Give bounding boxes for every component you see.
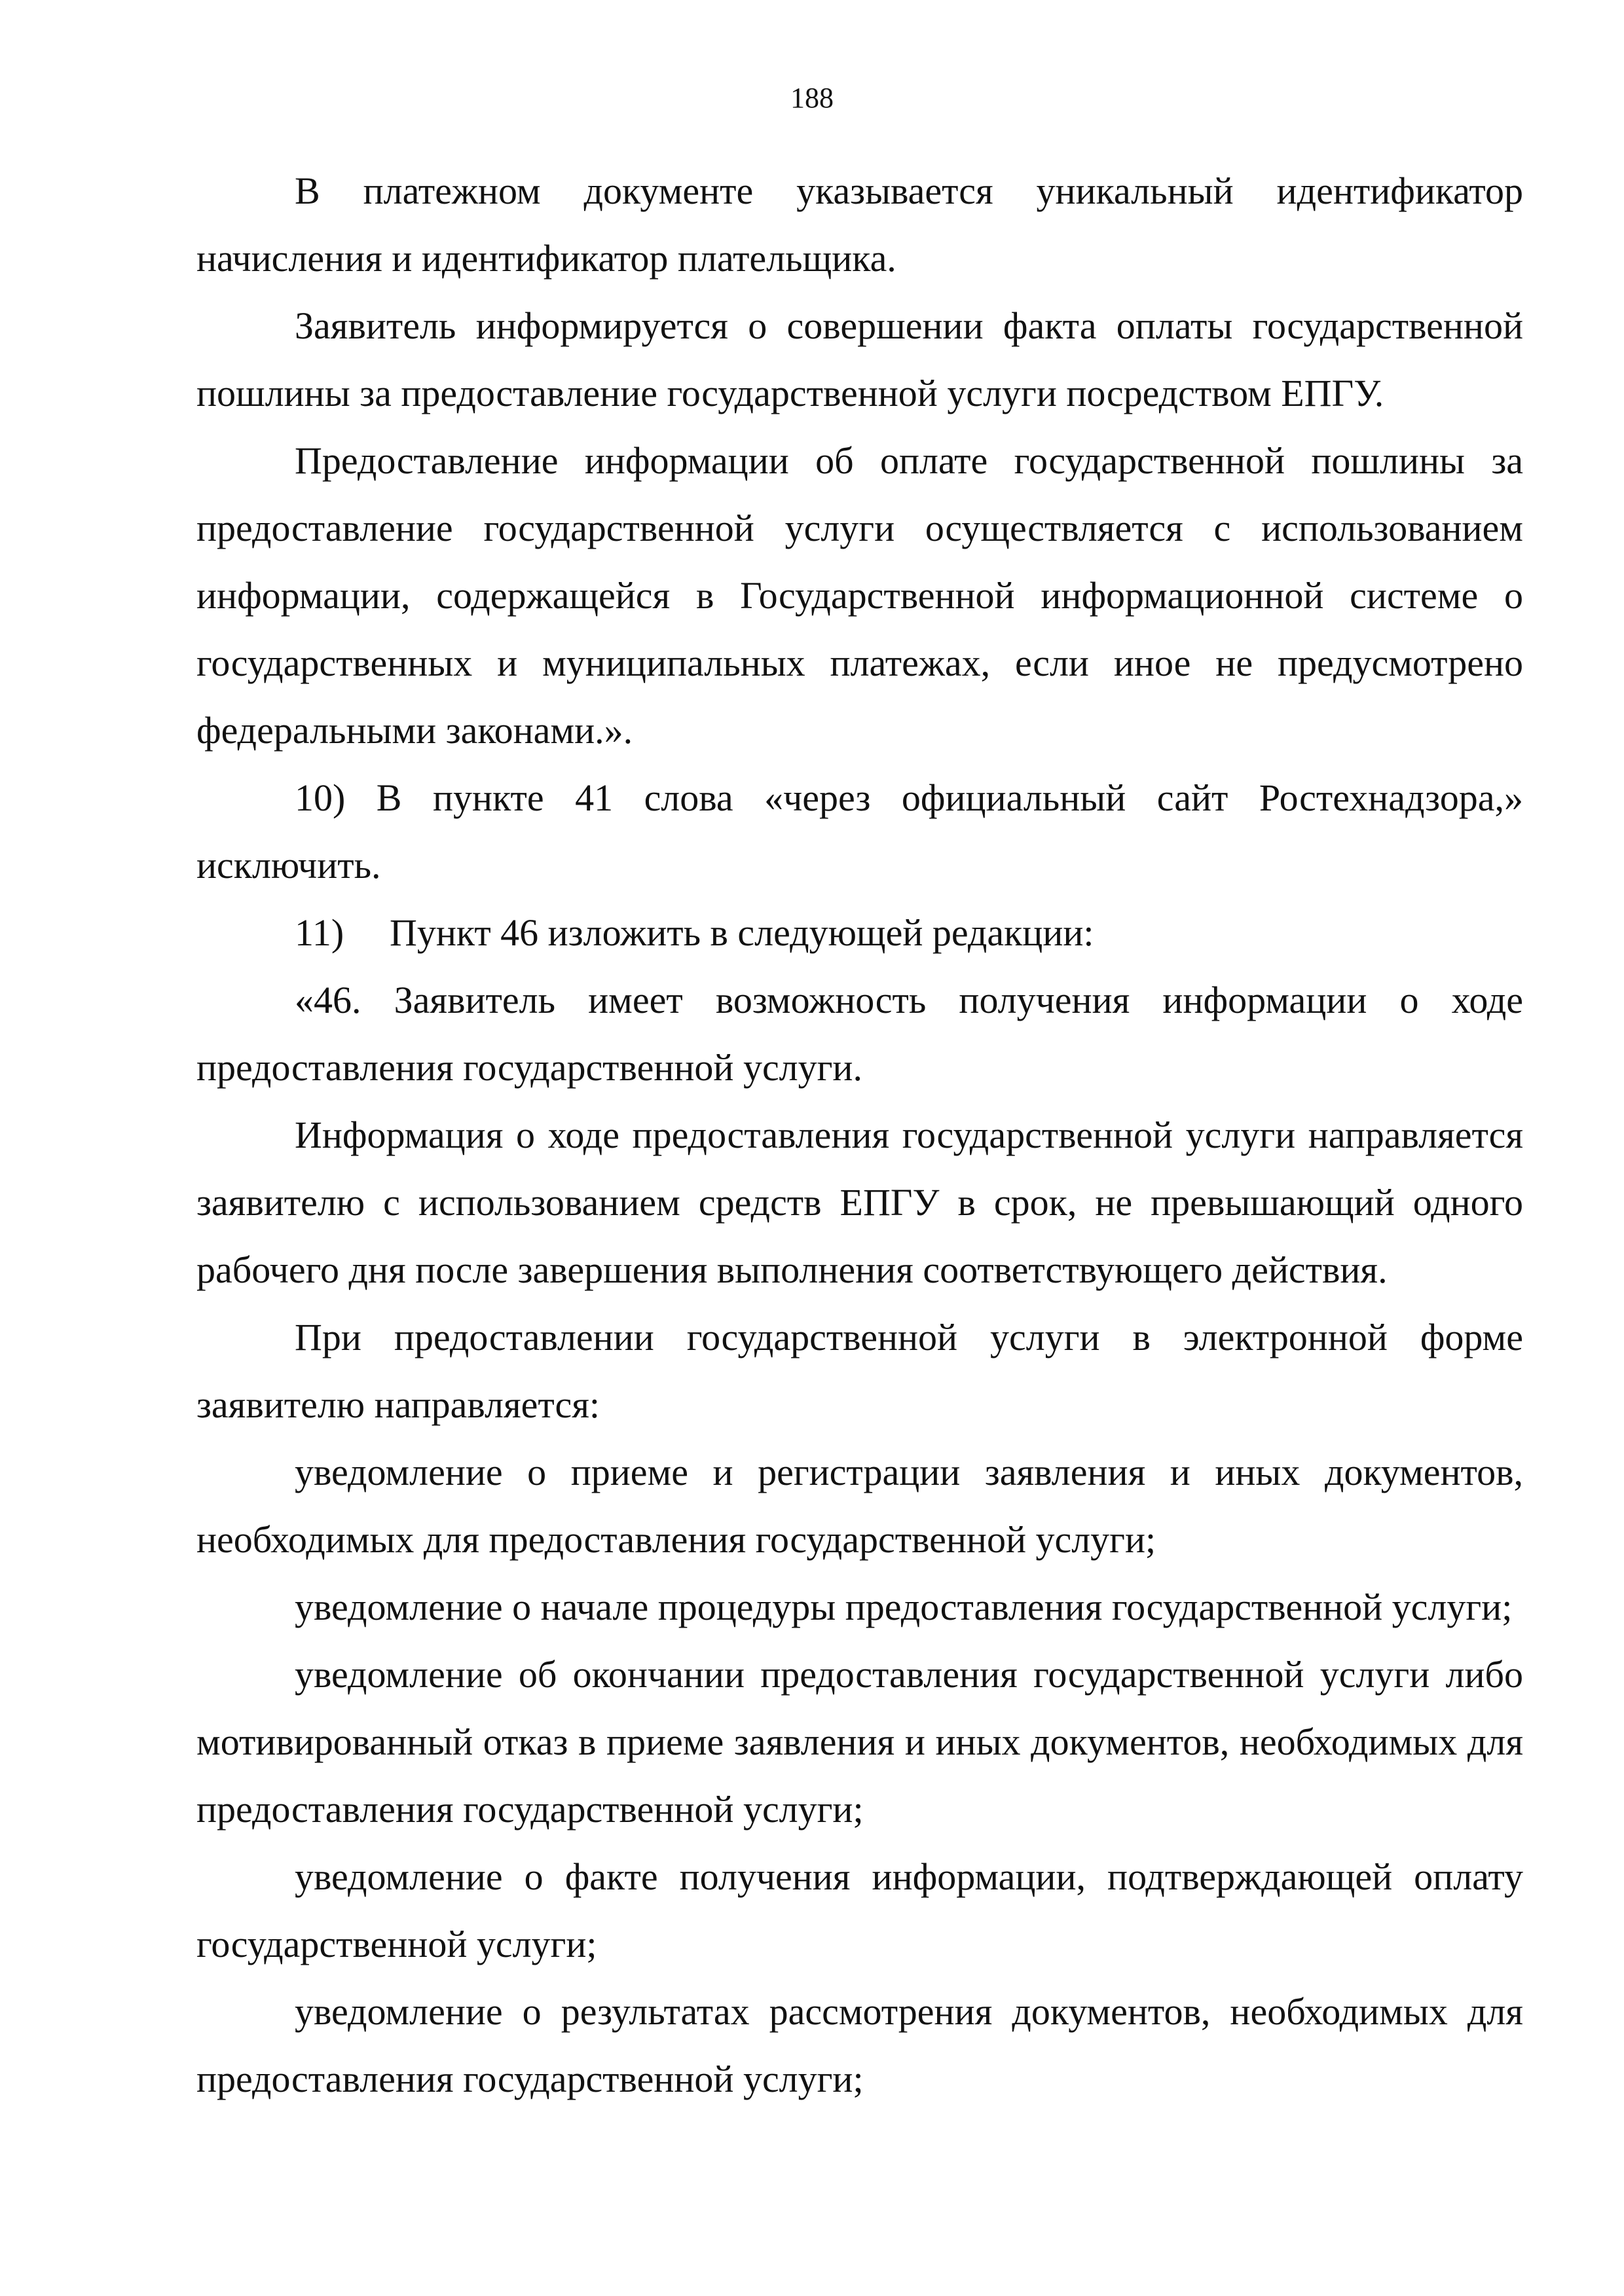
paragraph-payment-information: Предоставление информации об оплате государственной пошлины за предоставление государственной услуги осуществляется с использованием информации, содержащейся в Государственной информационной системе о государственных и муниципальных платежах, если иное не предусмотрено федеральными законами.». (196, 439, 1523, 752)
paragraph-clause-46: «46. Заявитель имеет возможность получения информации о ходе предоставления государственной услуги. (196, 979, 1523, 1089)
paragraph-notice-payment: уведомление о факте получения информации, подтверждающей оплату государственной услуги; (196, 1855, 1523, 1965)
paragraph-notice-results: уведомление о результатах рассмотрения документов, необходимых для предоставления государственной услуги; (196, 1990, 1523, 2100)
paragraph-item-11 (196, 899, 1523, 966)
paragraph-notice-end: уведомление об окончании предоставления государственной услуги либо мотивированный отказ в приеме заявления и иных документов, необходимых для предоставления государственной услуги; (196, 1653, 1523, 1831)
page-number: 188 (790, 82, 834, 114)
paragraph-payment-notification: Заявитель информируется о совершении факта оплаты государственной пошлины за предоставление государственной услуги посредством ЕПГУ. (196, 304, 1523, 414)
paragraph-progress-information: Информация о ходе предоставления государственной услуги направляется заявителю с использованием средств ЕПГУ в срок, не превышающий одного рабочего дня после завершения выполнения соответствующего действия. (196, 1114, 1523, 1291)
paragraph-notice-receipt: уведомление о приеме и регистрации заявления и иных документов, необходимых для предоставления государственной услуги; (196, 1451, 1523, 1561)
paragraph-item-10: 10) В пункте 41 слова «через официальный сайт Ростехнадзора,» исключить. (196, 776, 1523, 886)
paragraph-payment-identifiers: В платежном документе указывается уникальный идентификатор начисления и идентификатор плательщика. (196, 170, 1523, 280)
item-11-number: 11) (295, 911, 344, 954)
paragraph-electronic-form: При предоставлении государственной услуги в электронной форме заявителю направляется: (196, 1316, 1523, 1426)
item-11-text: Пункт 46 изложить в следующей редакции: (390, 911, 1094, 954)
paragraph-notice-start: уведомление о начале процедуры предоставления государственной услуги; (295, 1586, 1513, 1628)
document-body (196, 157, 1523, 2113)
